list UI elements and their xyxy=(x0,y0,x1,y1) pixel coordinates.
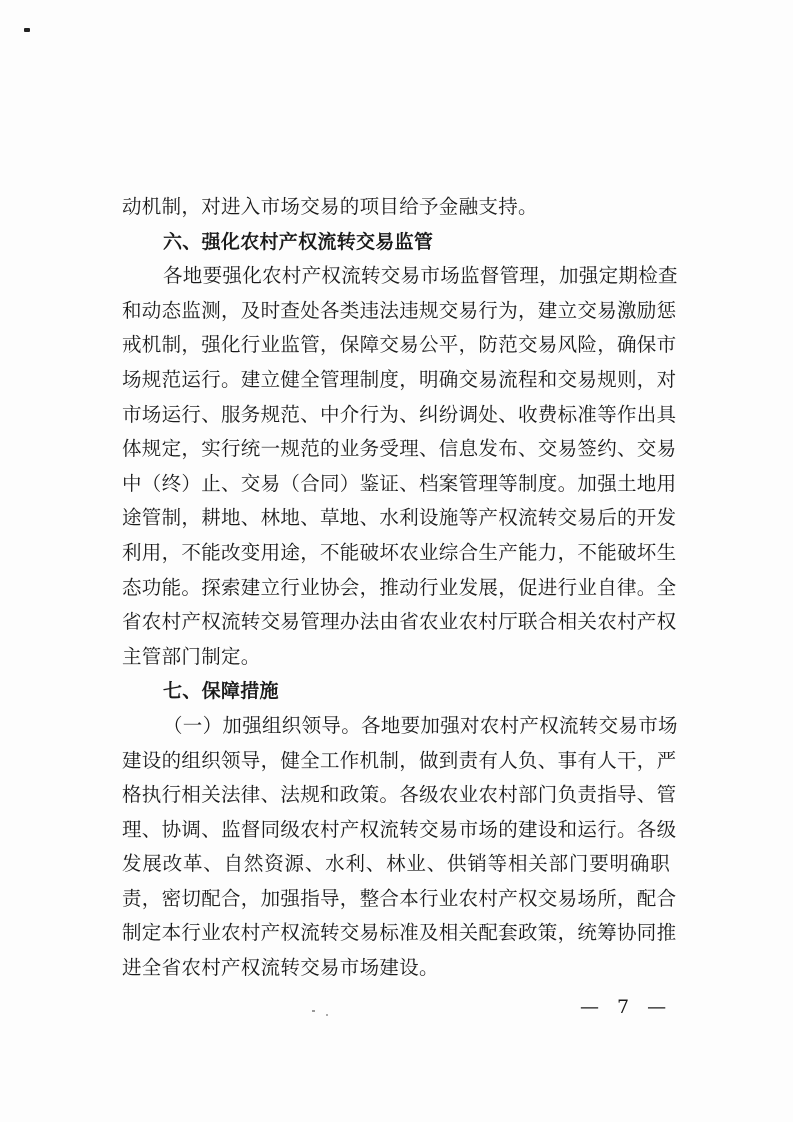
body-line: 理、协调、监督同级农村产权流转交易市场的建设和运行。各级 xyxy=(122,817,677,841)
body-line: （一）加强组织领导。各地要加强对农村产权流转交易市场 xyxy=(163,713,678,737)
scan-mark xyxy=(24,28,30,32)
body-line: 市场运行、服务规范、中介行为、纠纷调处、收费标准等作出具 xyxy=(122,402,677,426)
body-line: 格执行相关法律、法规和政策。各级农业农村部门负责指导、管 xyxy=(122,783,677,807)
section-heading-7: 七、保障措施 xyxy=(163,680,279,703)
body-line: 省农村产权流转交易管理办法由省农业农村厅联合相关农村产权 xyxy=(122,610,677,634)
body-line: 责，密切配合，加强指导，整合本行业农村产权交易场所，配合 xyxy=(122,886,677,910)
body-line: 发展改革、自然资源、水利、林业、供销等相关部门要明确职 xyxy=(122,852,670,876)
body-line: 场规范运行。建立健全管理制度，明确交易流程和交易规则，对 xyxy=(122,367,677,391)
body-line: 制定本行业农村产权流转交易标准及相关配套政策，统筹协同推 xyxy=(122,921,677,945)
body-line: 中（终）止、交易（合同）鉴证、档案管理等制度。加强土地用 xyxy=(122,471,677,495)
body-line: 各地要强化农村产权流转交易市场监督管理，加强定期检查 xyxy=(163,264,678,288)
body-line: 建设的组织领导，健全工作机制，做到责有人负、事有人干，严 xyxy=(122,748,677,772)
body-line: 主管部门制定。 xyxy=(122,644,261,668)
body-line: 体规定，实行统一规范的业务受理、信息发布、交易签约、交易 xyxy=(122,437,677,461)
body-line: 进全省农村产权流转交易市场建设。 xyxy=(122,956,439,980)
scan-speck xyxy=(312,1010,315,1012)
body-line: 和动态监测，及时查处各类违法违规交易行为，建立交易激励惩 xyxy=(122,298,677,322)
body-line: 戒机制，强化行业监管，保障交易公平，防范交易风险，确保市 xyxy=(122,333,677,357)
body-line: 利用，不能改变用途，不能破坏农业综合生产能力，不能破坏生 xyxy=(122,540,677,564)
section-heading-6: 六、强化农村产权流转交易监管 xyxy=(163,230,434,253)
body-line: 动机制，对进入市场交易的项目给予金融支持。 xyxy=(122,195,538,218)
scan-speck xyxy=(326,1014,328,1016)
page-number: — 7 — xyxy=(580,996,673,1018)
document-body xyxy=(122,190,678,986)
body-line: 态功能。探索建立行业协会，推动行业发展，促进行业自律。全 xyxy=(122,575,677,599)
body-line: 途管制，耕地、林地、草地、水利设施等产权流转交易后的开发 xyxy=(122,506,677,530)
